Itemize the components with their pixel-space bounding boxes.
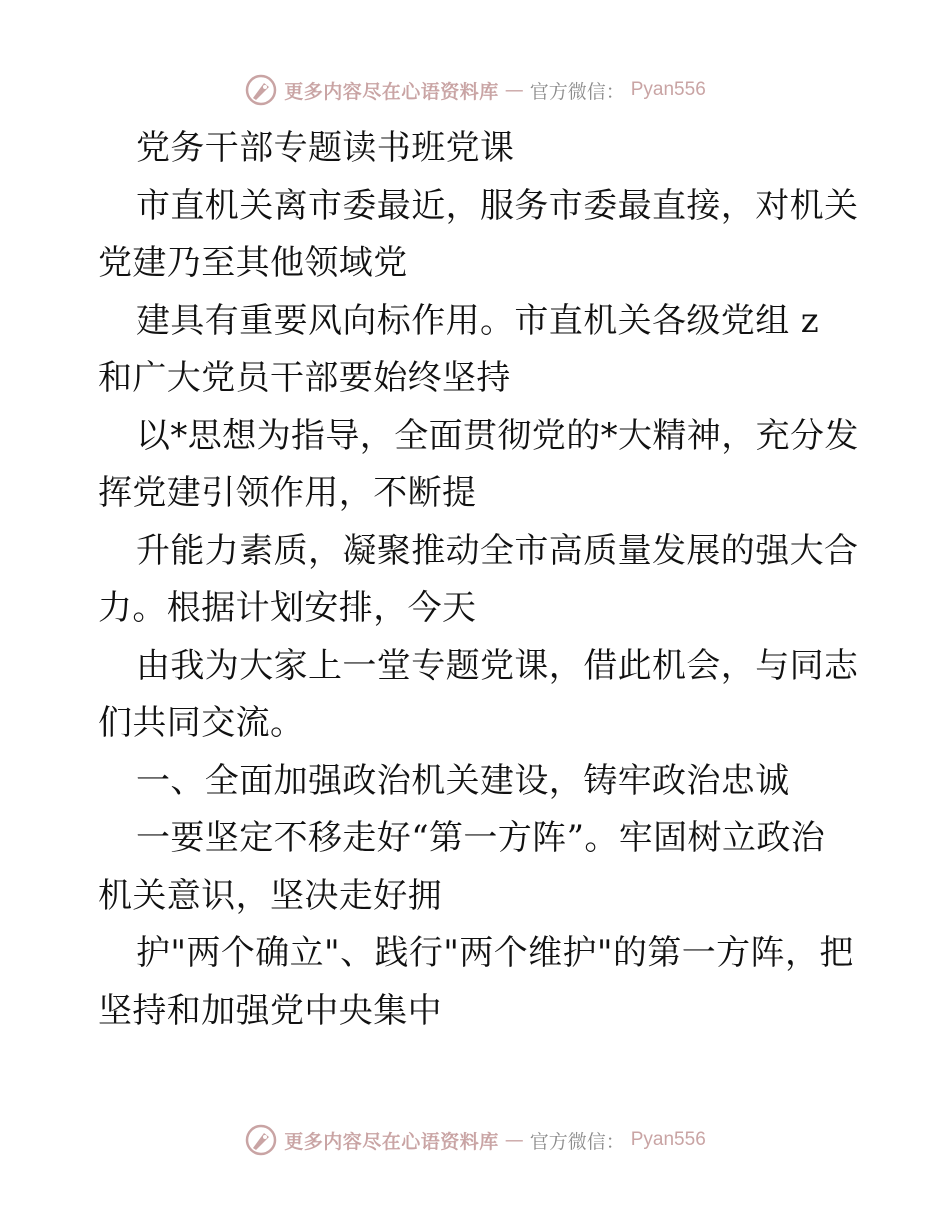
paragraph-line: 建具有重要风向标作用。市直机关各级党组 z [136, 300, 820, 341]
watermark-dash: — [504, 1129, 524, 1151]
footer-watermark [0, 1120, 950, 1160]
paragraph-line: 力。根据计划安排，今天 [98, 588, 477, 628]
watermark-dash: — [504, 79, 524, 101]
paragraph-line: 和广大党员干部要始终坚持 [98, 358, 511, 398]
paragraph-line: 们共同交流。 [98, 703, 305, 743]
paragraph-line: 党建乃至其他领域党 [98, 243, 408, 283]
watermark-wechat-id: Pyan556 [630, 79, 706, 100]
paragraph-line: 机关意识，坚决走好拥 [98, 875, 442, 916]
watermark-wechat-id: Pyan556 [630, 1129, 706, 1150]
paragraph-line: 市直机关离市委最近，服务市委最直接，对机关 [136, 185, 859, 226]
paragraph-line: 一要坚定不移走好“第一方阵”。牢固树立政治 [136, 818, 826, 858]
watermark-sub-text: 官方微信： [529, 80, 625, 103]
paragraph-line: 护"两个确立"、践行"两个维护"的第一方阵，把 [136, 933, 854, 973]
paragraph-line: 由我为大家上一堂专题党课，借此机会，与同志 [136, 645, 859, 686]
document-title: 党务干部专题读书班党课 [136, 128, 515, 168]
paragraph-line: 以*思想为指导，全面贯彻党的*大精神，充分发 [136, 415, 859, 456]
pen-nib-logo-icon [244, 73, 278, 107]
pen-nib-logo-icon [244, 1123, 278, 1157]
watermark-main-text: 更多内容尽在心语资料库 [284, 1130, 499, 1153]
paragraph-line: 挥党建引领作用，不断提 [98, 473, 477, 513]
watermark-sub-text: 官方微信： [529, 1130, 625, 1153]
section-heading: 一、全面加强政治机关建设，铸牢政治忠诚 [136, 760, 790, 801]
document-body [98, 120, 858, 1040]
header-watermark [0, 70, 950, 110]
paragraph-line: 升能力素质，凝聚推动全市高质量发展的强大合 [136, 530, 859, 571]
watermark-main-text: 更多内容尽在心语资料库 [284, 80, 499, 103]
paragraph-line: 坚持和加强党中央集中 [98, 990, 442, 1031]
